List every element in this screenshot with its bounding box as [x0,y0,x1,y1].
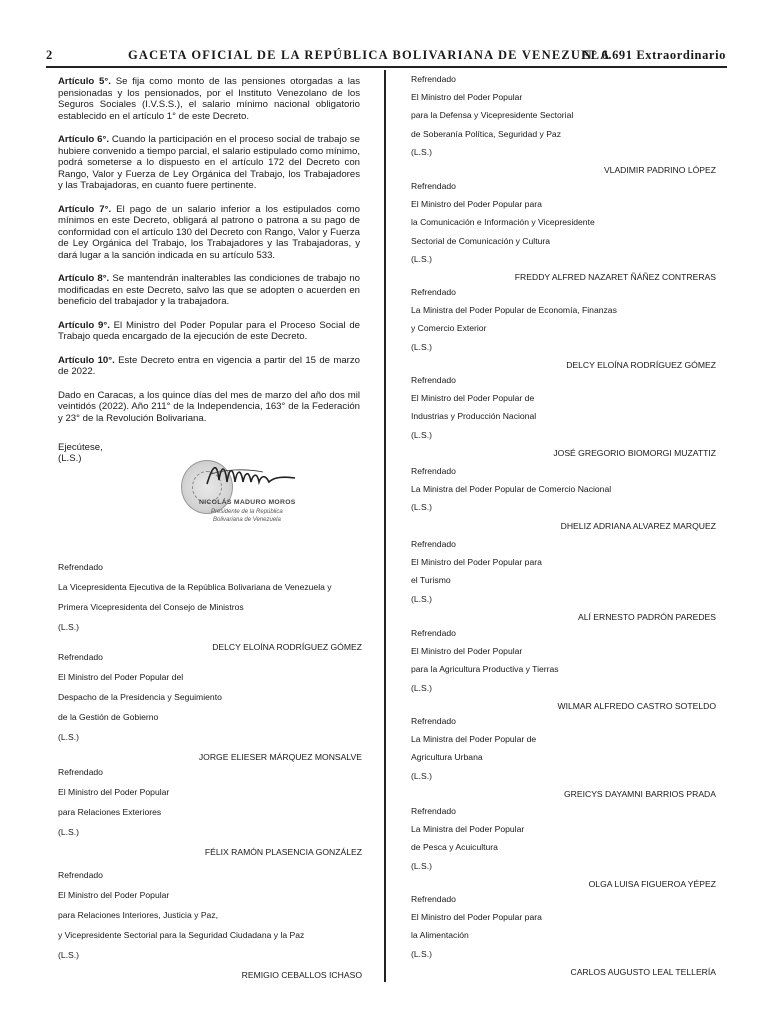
refrendado-label: Refrendado [411,375,456,385]
minister-name: CARLOS AUGUSTO LEAL TELLERÍA [570,966,716,977]
minister-title-line: para la Defensa y Vicepresidente Sectorial [411,110,574,121]
minister-title-line: para Relaciones Interiores, Justicia y Paz, [58,910,219,920]
minister-name: FÉLIX RAMÓN PLASENCIA GONZÁLEZ [204,847,362,857]
column-divider [384,70,386,982]
minister-title-line: La Ministra del Poder Popular de Comercio Nacional [411,484,612,495]
ls-seal-text: (L.S.) [411,682,433,693]
minister-name: ALÍ ERNESTO PADRÓN PAREDES [577,611,716,622]
minister-name: VLADIMIR PADRINO LÓPEZ [603,165,716,175]
article-label: Artículo 5°. [58,76,111,87]
ls-seal-text: (L.S.) [411,860,433,871]
ls-seal-text: (L.S.) [58,827,80,837]
refrendado-label: Refrendado [411,628,456,638]
refrendado-label: Refrendado [411,894,456,904]
minister-title-line: La Ministra del Poder Popular de [411,734,537,745]
presidential-signature [175,454,305,536]
minister-name: DELCY ELOÍNA RODRÍGUEZ GÓMEZ [212,642,362,652]
minister-title-line: El Ministro del Poder Popular del [58,672,184,682]
ls-seal-text: (L.S.) [411,146,433,157]
minister-name: FREDDY ALFRED NAZARET ÑÁÑEZ CONTRERAS [514,272,716,282]
article-7 [58,204,360,262]
refrendado-label: Refrendado [411,74,456,84]
signature-icon [203,454,303,494]
refrendado-label: Refrendado [411,181,456,191]
article-text: Se mantendrán inalterables las condiciones de trabajo no modificadas en este Decreto, salvo las que se adopten o acuerden en beneficio del trabajador y la trabajadora. [58,273,360,307]
article-label: Artículo 9°. [58,319,110,331]
ls-seal-text: (L.S.) [58,453,82,464]
article-label: Artículo 10°. [58,354,115,366]
refrendado-label: Refrendado [411,806,456,816]
gazette-title: GACETA OFICIAL DE LA REPÚBLICA BOLIVARIANA DE VENEZUELA [128,48,611,62]
article-5 [58,76,360,122]
minister-title-line: la Comunicación e Información y Vicepresidente [411,217,595,228]
header-rule [46,66,727,68]
refrendado-label: Refrendado [411,716,456,726]
article-label: Artículo 6°. [58,134,109,145]
refrendado-label: Refrendado [58,767,103,777]
signatory-name: NICOLÁS MADURO MOROS [199,499,296,506]
signatory-title: Presidente de la República [211,509,283,515]
ls-seal-text: (L.S.) [411,593,433,604]
article-label: Artículo 7°. [58,203,112,215]
minister-name: GREICYS DAYAMNI BARRIOS PRADA [563,788,716,799]
article-label: Artículo 8°. [58,273,110,284]
refrendado-label: Refrendado [58,652,103,662]
articles-column [58,76,360,436]
article-text: Este Decreto entra en vigencia a partir del 15 de marzo de 2022. [58,354,360,377]
page-number: 2 [46,48,54,62]
minister-name: REMIGIO CEBALLOS ICHASO [241,970,362,980]
minister-title-line: El Ministro del Poder Popular [58,787,170,797]
minister-title-line: El Ministro del Poder Popular para [411,912,542,923]
ls-seal-text: (L.S.) [411,253,433,264]
minister-title-line: Primera Vicepresidenta del Consejo de Ministros [58,602,244,612]
article-text: Se fija como monto de las pensiones otorgadas a las pensionadas y los pensionados, por el Instituto Venezolano de los Seguros Sociales (I.V.S.S.), el salario mínimo nacional obligatorio establecido en el artículo 1° de este Decreto. [58,76,360,122]
minister-title-line: La Ministra del Poder Popular [411,824,525,835]
minister-name: JOSÉ GREGORIO BIOMORGI MUZATTIZ [553,447,716,458]
ejecutese-text: Ejecútese, [58,442,103,453]
minister-title-line: y Vicepresidente Sectorial para la Seguridad Ciudadana y la Paz [58,930,305,940]
ls-seal-text: (L.S.) [411,429,433,440]
ls-seal-text: (L.S.) [411,341,433,352]
minister-title-line: Industrias y Producción Nacional [411,411,537,422]
minister-title-line: de Pesca y Acuicultura [411,842,498,853]
issue-number: N° 6.691 Extraordinario [582,48,726,62]
ls-seal-text: (L.S.) [411,770,433,781]
article-9 [58,320,360,343]
minister-name: DHELIZ ADRIANA ALVAREZ MARQUEZ [560,520,716,531]
article-10 [58,355,360,378]
minister-name: DELCY ELOÍNA RODRÍGUEZ GÓMEZ [566,359,716,370]
article-text: El Ministro del Poder Popular para el Proceso Social de Trabajo queda encargado de la ejecución de este Decreto. [58,319,360,342]
minister-title-line: Despacho de la Presidencia y Seguimiento [58,692,222,702]
gazette-header [46,48,726,64]
minister-title-line: El Ministro del Poder Popular [411,646,523,657]
minister-title-line: Sectorial de Comunicación y Cultura [411,235,550,246]
minister-title-line: El Ministro del Poder Popular para [411,199,542,210]
refrendado-label: Refrendado [58,870,103,880]
minister-name: OLGA LUISA FIGUEROA YÉPEZ [588,878,716,889]
signatory-title: Bolivariana de Venezuela [213,517,281,523]
article-text: Cuando la participación en el proceso social de trabajo se hubiere convenido a tiempo parcial, el salario estipulado como mínimo, podrá someterse a lo dispuesto en el artículo 172 del Decreto con Rango, Valor y Fuerza de Ley Orgánica del Trabajo, los Trabajadores y las Trabajadoras, en cuanto fuere pertinente. [58,134,360,191]
article-8 [58,273,360,308]
refrendado-label: Refrendado [411,466,456,476]
ls-seal-text: (L.S.) [58,732,80,742]
ls-seal-text: (L.S.) [58,622,80,632]
minister-title-line: de Soberanía Política, Seguridad y Paz [411,128,562,139]
minister-title-line: Agricultura Urbana [411,752,483,763]
minister-title-line: El Ministro del Poder Popular [411,92,523,103]
minister-title-line: El Ministro del Poder Popular [58,890,170,900]
minister-title-line: El Ministro del Poder Popular de [411,393,535,404]
refrendado-label: Refrendado [411,539,456,549]
minister-title-line: La Vicepresidenta Ejecutiva de la República Bolivariana de Venezuela y [58,582,332,592]
article-text: El pago de un salario inferior a los estipulados como mínimos en este Decreto, obligará al patrono o patrona a su pago de conformidad con el artículo 130 del Decreto con Rango, Valor y Fuerza de Ley Orgánica del Trabajo, los Trabajadores y las Trabajadoras, y dará lugar a la sanción indicada en su artículo 533. [58,203,360,261]
article-6 [58,134,360,192]
minister-title-line: y Comercio Exterior [411,323,487,334]
ls-seal-text: (L.S.) [411,502,433,513]
dado-paragraph: Dado en Caracas, a los quince días del mes de marzo del año dos mil veintidós (2022). Año 211° de la Independencia, 163° de la Federación y 23° de la Revolución Bolivariana. [58,389,360,424]
ls-seal-text: (L.S.) [411,948,433,959]
ls-seal-text: (L.S.) [58,950,80,960]
minister-title-line: para Relaciones Exteriores [58,807,162,817]
minister-name: JORGE ELIESER MÁRQUEZ MONSALVE [198,752,362,762]
minister-title-line: de la Gestión de Gobierno [58,712,159,722]
minister-title-line: para la Agricultura Productiva y Tierras [411,664,559,675]
minister-title-line: la Alimentación [411,930,469,941]
minister-title-line: El Ministro del Poder Popular para [411,557,542,568]
minister-title-line: el Turismo [411,575,451,586]
refrendado-label: Refrendado [58,562,103,572]
refrendado-label: Refrendado [411,287,456,297]
minister-name: WILMAR ALFREDO CASTRO SOTELDO [557,700,716,711]
minister-title-line: La Ministra del Poder Popular de Economía, Finanzas [411,305,617,316]
